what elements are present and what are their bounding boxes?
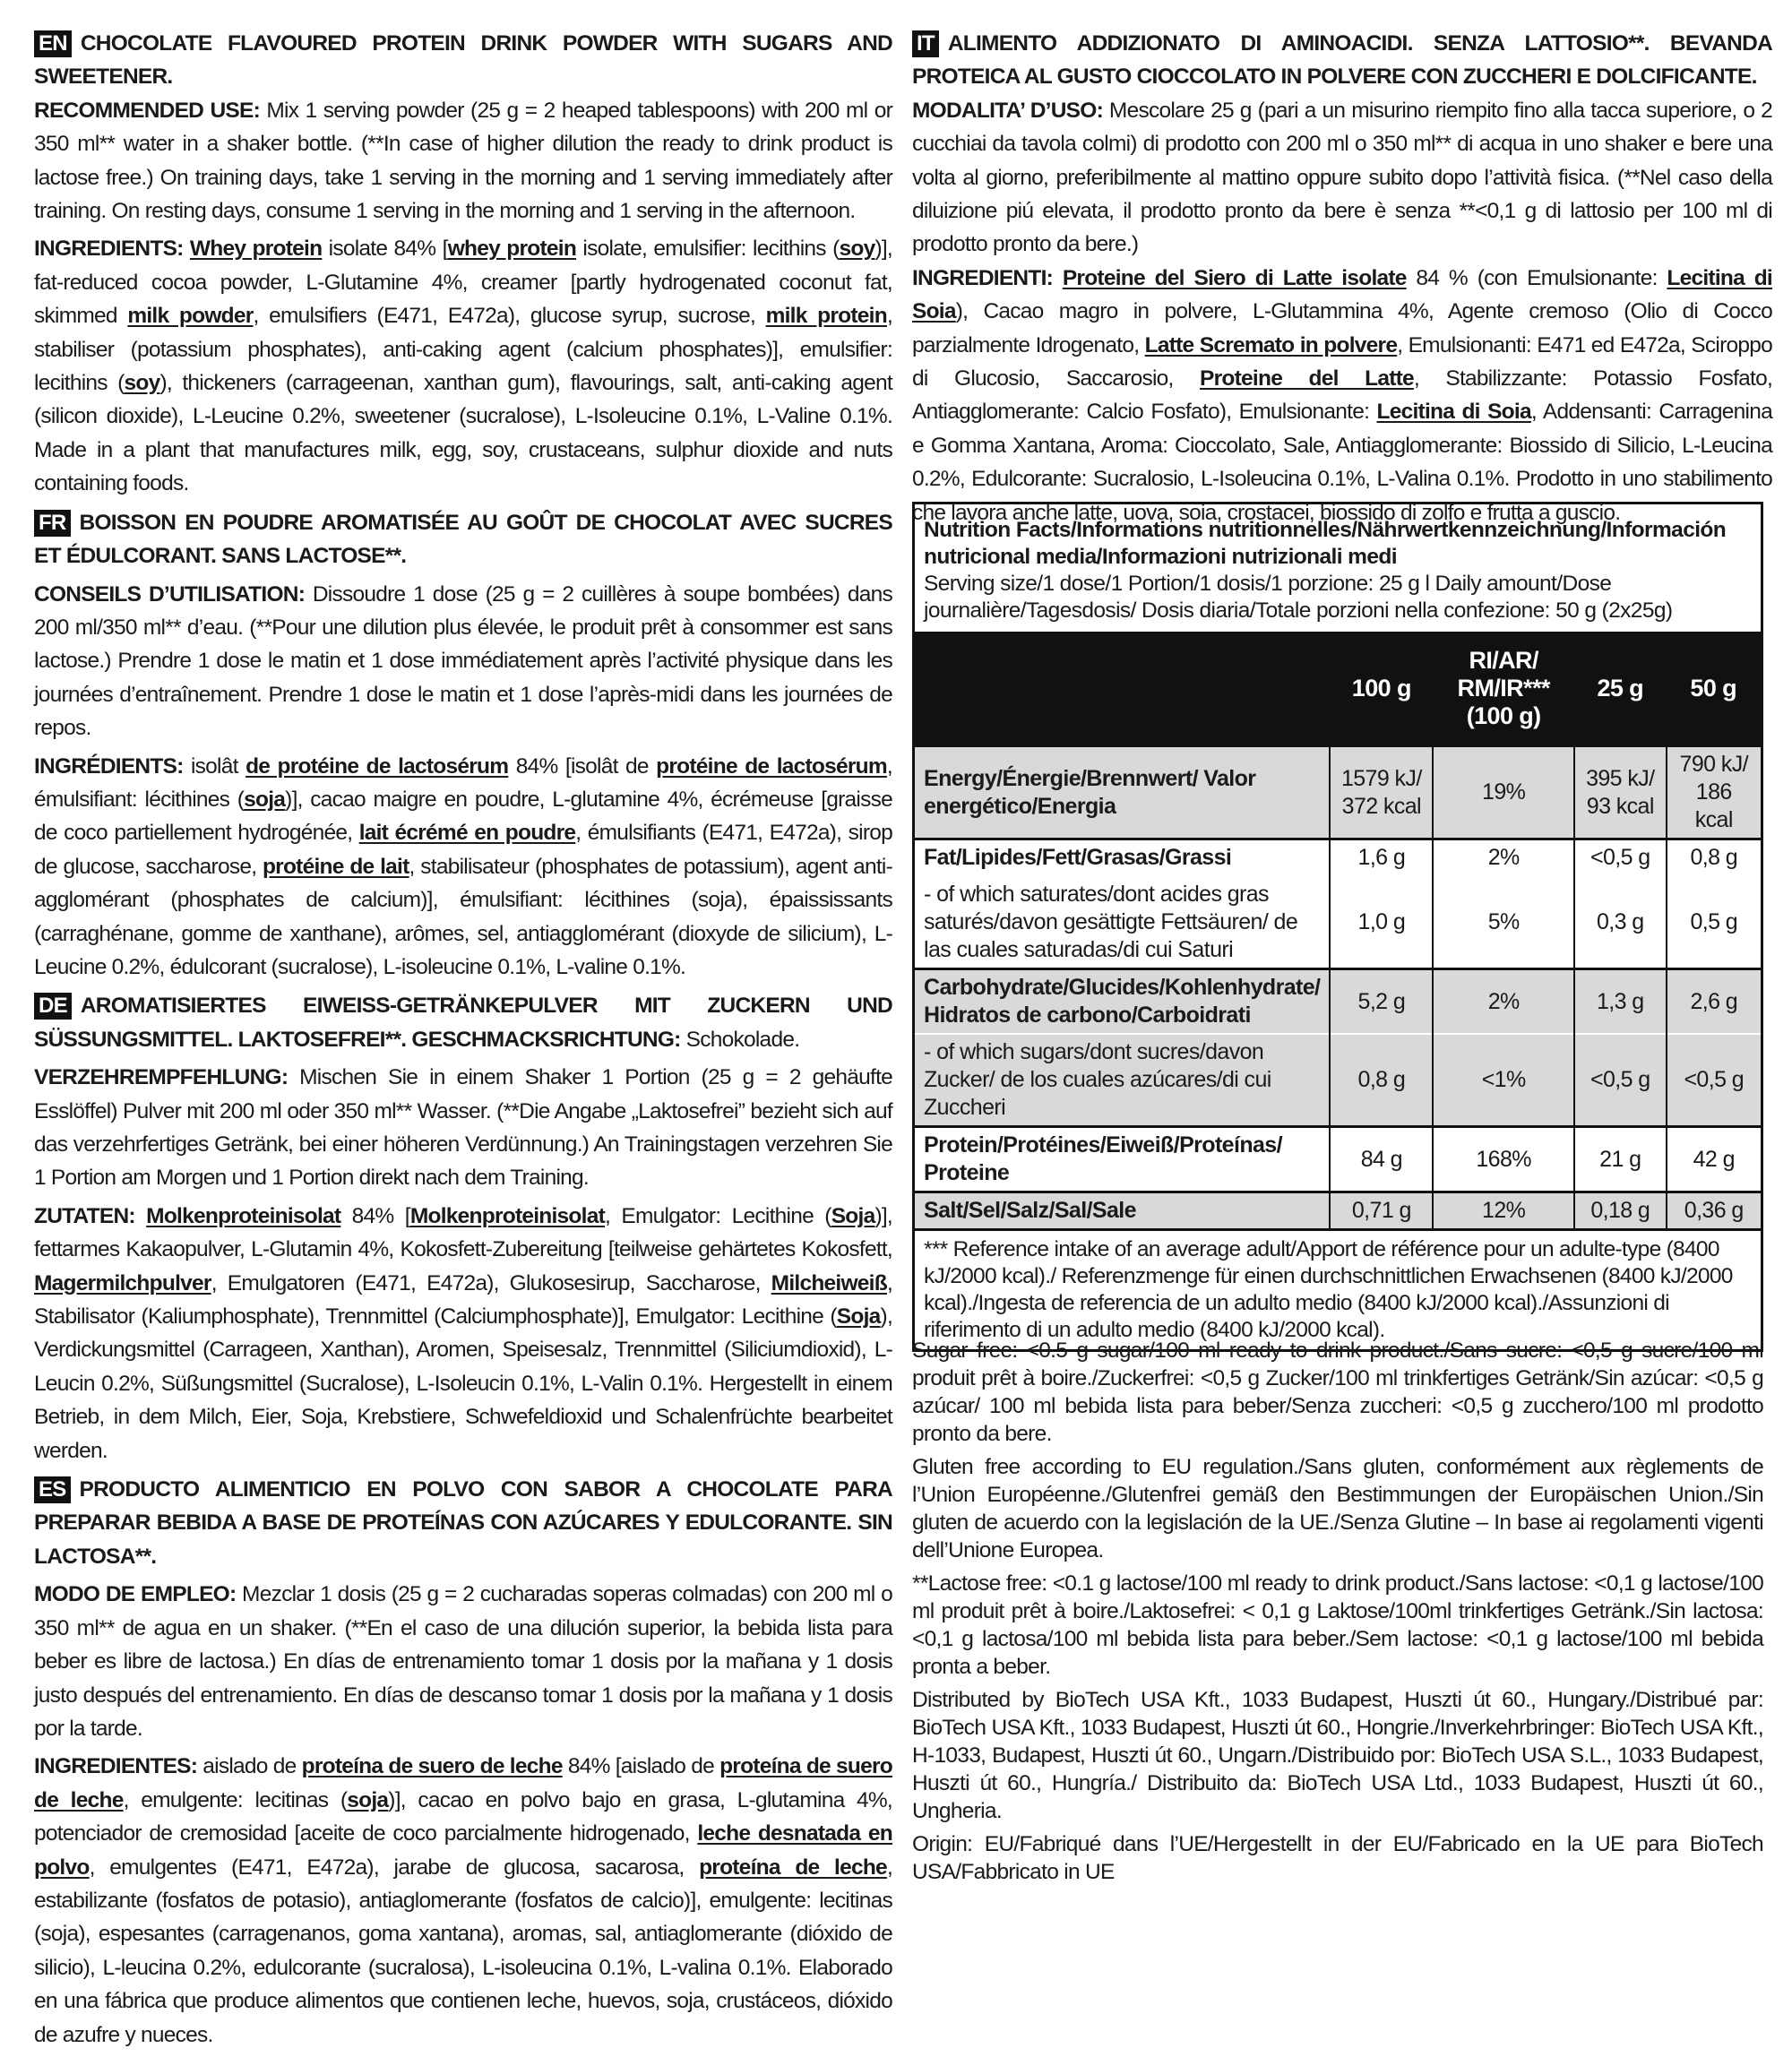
nutrient-value: 2% bbox=[1433, 839, 1574, 877]
allergen-text: whey protein bbox=[447, 237, 577, 262]
section-en bbox=[34, 27, 892, 501]
notes bbox=[912, 1337, 1763, 1891]
ingredients-en bbox=[34, 237, 892, 495]
nutrient-label: Energy/Énergie/Brennwert/ Valor energético/Energia bbox=[915, 746, 1330, 839]
column-header: 100 g bbox=[1330, 632, 1433, 746]
nutrient-value: 0,8 g bbox=[1667, 839, 1762, 877]
nutrient-value: 0,8 g bbox=[1330, 1034, 1433, 1127]
nutrition-header bbox=[915, 504, 1761, 632]
nutrient-value: <0,5 g bbox=[1574, 839, 1666, 877]
nutrient-value: 21 g bbox=[1574, 1127, 1666, 1192]
ingredient-text: ), Cacao magro in polvere, L-Glutammina 4%, Agente cremoso (Olio di Cocco parzialmente Idrogenato, bbox=[912, 299, 1772, 357]
nutrient-value: 42 g bbox=[1667, 1127, 1762, 1192]
nutrient-value: 5,2 g bbox=[1330, 969, 1433, 1035]
allergen-text: leche desnatada en polvo bbox=[34, 1821, 892, 1880]
left-column bbox=[34, 27, 892, 2057]
ingredient-text: , Stabilisator (Kaliumphosphate), Trennmittel (Calciumphosphate)], Emulgator: Lecithine ( bbox=[34, 1270, 892, 1330]
column-header: 25 g bbox=[1574, 632, 1666, 746]
allergen-text: milk powder bbox=[127, 304, 254, 329]
allergen-text: Soja bbox=[836, 1304, 881, 1330]
ingredients-it bbox=[912, 266, 1772, 525]
nutrient-value: 0,5 g bbox=[1667, 876, 1762, 969]
ingredient-text: ), Verdickungsmittel (Carrageen, Xanthan), Aromen, Speisesalz, Trennmittel (Siliciumdioxid), L-Leucin 0.2%, Süßungsmittel (Sucralose), L-Isoleucin 0.1%, L-Valin 0.1%. Hergestellt in einem Betrieb, in dem Milch, Eier, Soja, Krebstiere, Schwefeldioxid und Schalenfrüchte bearbeitet werden. bbox=[34, 1304, 892, 1463]
nutrient-value: 168% bbox=[1433, 1127, 1574, 1192]
use-text-de: Mischen Sie in einem Shaker 1 Portion (25 g = 2 gehäufte Esslöffel) Pulver mit 200 ml oder 350 ml** Wasser. (**Die Angabe „Laktosefrei” bezieht sich auf das verzehrfertiges Getränk, bei einer höheren Verdünnung.) An Trainingstagen verzehren Sie 1 Portion am Morgen und 1 Portion direkt nach dem Training. bbox=[34, 1065, 892, 1191]
ingredients-label-es: INGREDIENTES: bbox=[34, 1754, 198, 1779]
ingredient-text: , estabilizante (fosfatos de potasio), antiaglomerante (fosfatos de calcio)], emulgente: lecitinas ( bbox=[34, 1855, 892, 1947]
ingredient-text: )], cacao maigre en poudre, L-glutamine 4%, écrémeuse [graisse de coco partiellement hydrogénée, bbox=[34, 787, 892, 846]
ingredient-text: ), espesantes (carragenanos, goma xantana), aromas, sal, antiaglomerante (dióxido de silicio), L-leucina 0.2%, edulcorante (sucralosa), L-isoleucina 0.1%, L-valina 0.1%. Elaborado en una fábrica que produce alimentos que contienen leche, huevos, soja, crustáceos, dióxido de azufre y nueces. bbox=[34, 1922, 892, 2047]
nutrition-row bbox=[915, 839, 1761, 877]
title-tail-de: Schokolade. bbox=[680, 1027, 800, 1052]
allergen-text: proteína de leche bbox=[699, 1855, 887, 1880]
ingredient-text: soja bbox=[40, 1922, 79, 1947]
ingredients-label-en: INGREDIENTS: bbox=[34, 237, 184, 262]
nutrient-value: <0,5 g bbox=[1574, 1034, 1666, 1127]
note-origin: Origin: EU/Fabriqué dans l’UE/Hergestellt in der EU/Fabricado en la UE para BioTech USA/Fabbricato in UE bbox=[912, 1832, 1763, 1884]
use-label-es: MODO DE EMPLEO: bbox=[34, 1582, 237, 1607]
allergen-text: Latte Scremato in polvere bbox=[1144, 332, 1398, 357]
nutrient-value: 2% bbox=[1433, 969, 1574, 1035]
nutrient-value: 1,0 g bbox=[1330, 876, 1433, 969]
nutrient-label: - of which saturates/dont acides gras saturés/davon gesättigte Fettsäuren/ de las cuales saturadas/di cui Saturi bbox=[915, 876, 1330, 969]
note-distributor: Distributed by BioTech USA Kft., 1033 Budapest, Huszti út 60., Hungary./Distribué par: BioTech USA Kft., 1033 Budapest, Huszti út 60., Hongrie./Inverkehrbringer: BioTech USA Kft., H-1033, Budapest, Huszti út 60., Ungarn./Distribuido por: BioTech USA S.L., 1033 Budapest, Huszti út 60., Hungría./ Distribuito da: BioTech USA Ltd., 1033 Budapest, Huszti út 60., Ungheria. bbox=[912, 1688, 1763, 1823]
nutrient-value: 1,6 g bbox=[1330, 839, 1433, 877]
ingredients-label-de: ZUTATEN: bbox=[34, 1203, 135, 1228]
header-blank bbox=[915, 632, 1330, 746]
allergen-text: proteína de suero de leche bbox=[301, 1754, 563, 1779]
ingredients-es bbox=[34, 1754, 892, 2046]
note-lactose-free: **Lactose free: <0.1 g lactose/100 ml ready to drink product./Sans lactose: <0,1 g lactose/100 ml produit prêt à boire./Laktosefrei: < 0,1 g Laktose/100ml trinkfertiges Getränk./Sin lactosa: <0,1 g lactosa/100 ml bebida lista para beber./Sem lactose: <0,1 g lactose/100 ml bebida pronta a beber. bbox=[912, 1571, 1763, 1679]
lang-badge-it: IT bbox=[912, 30, 939, 57]
lang-badge-fr: FR bbox=[34, 510, 71, 537]
use-label-it: MODALITA’ D’USO: bbox=[912, 98, 1103, 123]
allergen-text: Proteine del Siero di Latte isolate bbox=[1062, 265, 1407, 290]
nutrient-value: 1579 kJ/ 372 kcal bbox=[1330, 746, 1433, 839]
nutrition-table bbox=[915, 632, 1761, 1228]
nutrient-value: 19% bbox=[1433, 746, 1574, 839]
allergen-text: Magermilchpulver bbox=[34, 1270, 211, 1295]
ingredient-text: 84% [aislado de bbox=[562, 1754, 720, 1779]
use-text-es: Mezclar 1 dosis (25 g = 2 cucharadas soperas colmadas) con 200 ml o 350 ml** de agua en un shaker. (**En el caso de una dilución superior, la bebida lista para beber es libre de lactosa.) En días de entrenamiento tomar 1 dosis por la mañana y 1 dosis justo después del entrenamiento. En días de descanso tomar 1 dosis por la mañana y 1 dosis por la tarde. bbox=[34, 1582, 892, 1741]
ingredient-text: , Addensanti: Carragenina e Gomma Xantana, Aroma: Cioccolato, Sale, Antiagglomerante: Biossido di Silicio, L-Leucina 0.2%, Edulcorante: Sucralosio, L-Isoleucina 0.1%, L-Valina 0.1%. Prodotto in uno stabilimento che lavora anche latte, uova, soia, crostacei, biossido di zolfo e frutta a guscio. bbox=[912, 400, 1772, 525]
ingredient-text: isolate 84% [ bbox=[322, 237, 448, 262]
nutrient-value: <1% bbox=[1433, 1034, 1574, 1127]
nutrient-label: - of which sugars/dont sucres/davon Zucker/ de los cuales azúcares/di cui Zuccheri bbox=[915, 1034, 1330, 1127]
ingredient-text: , Emulgator: Lecithine ( bbox=[605, 1203, 831, 1228]
nutrition-body bbox=[915, 746, 1761, 1229]
use-text-en: Mix 1 serving powder (25 g = 2 heaped tablespoons) with 200 ml or 350 ml** water in a shaker bottle. (**In case of higher dilution the ready to drink product is lactose free.) On training days, take 1 serving in the morning and 1 serving immediately after training. On resting days, consume 1 serving in the morning and 1 serving in the afternoon. bbox=[34, 98, 892, 224]
use-label-fr: CONSEILS D’UTILISATION: bbox=[34, 581, 306, 607]
allergen-text: de protéine de lactosérum bbox=[246, 753, 509, 779]
allergen-text: soja bbox=[347, 1787, 389, 1812]
allergen-text: milk protein bbox=[765, 304, 887, 329]
ingredient-text: )], fat-reduced cocoa powder, L-Glutamine 4%, creamer [partly hydrogenated coconut fat, skimmed bbox=[34, 237, 892, 329]
nutrition-row bbox=[915, 746, 1761, 839]
nutrient-value: 790 kJ/ 186 kcal bbox=[1667, 746, 1762, 839]
nutrition-title: Nutrition Facts/Informations nutritionnelles/Nährwertkennzeichnung/Información nutricional media/Informazioni nutrizionali medi bbox=[924, 518, 1727, 569]
nutrition-header-row bbox=[915, 632, 1761, 746]
allergen-text: proteína de suero de leche bbox=[34, 1754, 892, 1812]
nutrient-value: 0,3 g bbox=[1574, 876, 1666, 969]
ingredient-text: ), thickeners (carrageenan, xanthan gum), flavourings, salt, anti-caking agent (silicon dioxide), L-Leucine 0.2%, sweetener (sucralose), L-Isoleucine 0.1%, L-Valine 0.1%. Made in a plant that manufactures milk, egg, soy, crustaceans, sulphur dioxide and nuts containing foods. bbox=[34, 371, 892, 496]
ingredients-label-it: INGREDIENTI: bbox=[912, 265, 1054, 290]
use-text-it: Mescolare 25 g (pari a un misurino riempito fino alla tacca superiore, o 2 cucchiai da tavola colmi) di prodotto con 200 ml o 350 ml** di acqua in uno shaker e bere una volta al giorno, preferibilmente al mattino oppure subito dopo l’attività fisica. (**Nel caso della diluizione piú elevata, il prodotto pronto da bere è senza **<0,1 g di lattosio per 100 ml di prodotto pronto da bere.) bbox=[912, 98, 1773, 257]
nutrient-value: 84 g bbox=[1330, 1127, 1433, 1192]
lang-badge-de: DE bbox=[34, 993, 72, 1020]
allergen-text: Lecitina di Soia bbox=[1376, 400, 1531, 425]
allergen-text: soja bbox=[244, 787, 286, 812]
ingredient-text: 84% [ bbox=[340, 1203, 410, 1228]
allergen-text: Soja bbox=[831, 1203, 875, 1228]
ingredient-text: isolate, emulsifier: lecithins ( bbox=[576, 237, 840, 262]
ingredient-text: , emulsifiers (E471, E472a), glucose syrup, sucrose, bbox=[253, 304, 766, 329]
ingredient-text: , emulgente: lecitinas ( bbox=[123, 1787, 348, 1812]
allergen-text: Lecitina di Soia bbox=[912, 265, 1772, 324]
note-gluten-free: Gluten free according to EU regulation./Sans gluten, conformément aux règlements de l’Union Européenne./Glutenfrei gemäß den Bestimmungen der Europäischen Union./Sin gluten de acuerdo con la legislación de la UE./Senza Glutine – In base ai regolamenti vigenti dell’Unione Europea. bbox=[912, 1455, 1763, 1562]
use-label-en: RECOMMENDED USE: bbox=[34, 98, 260, 123]
section-fr bbox=[34, 506, 892, 985]
allergen-text: lait écrémé en poudre bbox=[358, 821, 576, 846]
lang-badge-es: ES bbox=[34, 1476, 71, 1503]
right-column bbox=[912, 27, 1772, 535]
ingredient-text: , émulsifiants (E471, E472a), sirop de glucose, saccharose, bbox=[34, 821, 892, 879]
title-es: PRODUCTO ALIMENTICIO EN POLVO CON SABOR A CHOCOLATE PARA PREPARAR BEBIDA A BASE DE PROTEÍNAS CON AZÚCARES Y EDULCORANTE. SIN LACTOSA**. bbox=[34, 1477, 892, 1569]
ingredient-text: , stabiliser (potassium phosphates), anti-caking agent (calcium phosphates)], emulsifier: lecithins ( bbox=[34, 304, 892, 396]
ingredient-text: , Emulsionanti: E471 ed E472a, Sciroppo di Glucosio, Saccarosio, bbox=[912, 332, 1772, 392]
section-it bbox=[912, 27, 1772, 529]
nutrient-value: 0,36 g bbox=[1667, 1192, 1762, 1229]
nutrition-row bbox=[915, 1034, 1761, 1127]
ingredient-text: , émulsifiant: lécithines ( bbox=[34, 753, 892, 812]
lang-badge-en: EN bbox=[34, 30, 72, 57]
allergen-text: Molkenproteinisolat bbox=[409, 1203, 605, 1228]
ingredient-text: , Emulgatoren (E471, E472a), Glukosesirup, Saccharose, bbox=[211, 1270, 771, 1295]
nutrient-label: Protein/Protéines/Eiweiß/Proteínas/ Proteine bbox=[915, 1127, 1330, 1192]
use-label-de: VERZEHREMPFEHLUNG: bbox=[34, 1065, 289, 1090]
allergen-text: Proteine del Latte bbox=[1200, 366, 1414, 392]
note-sugar-free: Sugar free: <0.5 g sugar/100 ml ready to drink product./Sans sucre: <0,5 g sucre/100 ml produit prêt à boire./Zuckerfrei: <0,5 g Zucker/100 ml trinkfertiges Getränk/Sin azúcar: <0,5 g azúcar/ 100 ml bebida lista para beber/Senza zuccheri: <0,5 g zucchero/100 ml prodotto pronto da bere. bbox=[912, 1338, 1763, 1446]
ingredient-text: 84 % (con Emulsionante: bbox=[1406, 265, 1667, 290]
title-de: AROMATISIERTES EIWEISS-GETRÄNKEPULVER MIT ZUCKERN UND SÜSSUNGSMITTEL. LAKTOSEFREI**. GESCHMACKSRICHTUNG: bbox=[34, 994, 892, 1052]
nutrient-value: <0,5 g bbox=[1667, 1034, 1762, 1127]
nutrition-row bbox=[915, 1192, 1761, 1229]
nutrient-label: Salt/Sel/Salz/Sal/Sale bbox=[915, 1192, 1330, 1229]
reference-intake-footnote: *** Reference intake of an average adult/Apport de référence pour un adulte-type (8400 kJ/2000 kcal)./ Referenzmenge für einen durchschnittlichen Erwachsenen (8400 kJ/2000 kcal)./Ingesta de referencia de un adulto medio (8400 kJ/2000 kcal)./Assunzioni di riferimento di un adulto medio (8400 kJ/2000 kcal). bbox=[915, 1228, 1761, 1349]
nutrient-value: 0,18 g bbox=[1574, 1192, 1666, 1229]
allergen-text: Molkenproteinisolat bbox=[146, 1203, 341, 1228]
ingredients-fr bbox=[34, 754, 892, 979]
ingredient-text: soja bbox=[697, 888, 736, 913]
ingredient-text: isolât bbox=[183, 753, 246, 779]
allergen-text: protéine de lactosérum bbox=[656, 753, 887, 779]
serving-size: Serving size/1 dose/1 Portion/1 dosis/1 porzione: 25 g l Daily amount/Dose journalière/Tagesdosis/ Dosis diaria/Totale porzioni nella confezione: 50 g (2x25g) bbox=[924, 572, 1673, 623]
nutrient-value: 395 kJ/ 93 kcal bbox=[1574, 746, 1666, 839]
allergen-text: Whey protein bbox=[189, 237, 323, 262]
ingredient-text: )], fettarmes Kakaopulver, L-Glutamin 4%, Kokosfett-Zubereitung [teilweise gehärtetes Kokosfett, bbox=[34, 1203, 892, 1262]
title-fr: BOISSON EN POUDRE AROMATISÉE AU GOÛT DE CHOCOLAT AVEC SUCRES ET ÉDULCORANT. SANS LACTOSE**. bbox=[34, 510, 892, 569]
title-en: CHOCOLATE FLAVOURED PROTEIN DRINK POWDER WITH SUGARS AND SWEETENER. bbox=[34, 31, 892, 90]
nutrition-row bbox=[915, 876, 1761, 969]
ingredient-text: , stabilisateur (phosphates de potassium), agent anti-agglomérant (phosphates de calcium)], émulsifiant: lécithines ( bbox=[34, 854, 892, 913]
nutrient-label: Carbohydrate/Glucides/Kohlenhydrate/ Hidratos de carbono/Carboidrati bbox=[915, 969, 1330, 1035]
nutrient-value: 2,6 g bbox=[1667, 969, 1762, 1035]
use-text-fr: Dissoudre 1 dose (25 g = 2 cuillères à soupe bombées) dans 200 ml/350 ml** d’eau. (**Pour une dilution plus élevée, le produit prêt à consommer est sans lactose.) Prendre 1 dose le matin et 1 dose immédiatement après l’activité physique dans les journées d’entraînement. Prendre 1 dose le matin et 1 dose l’après-midi dans les journées de repos. bbox=[34, 581, 892, 741]
allergen-text: soy bbox=[839, 237, 875, 262]
nutrient-label: Fat/Lipides/Fett/Grasas/Grassi bbox=[915, 839, 1330, 877]
section-es bbox=[34, 1473, 892, 2052]
title-it: ALIMENTO ADDIZIONATO DI AMINOACIDI. SENZA LATTOSIO**. BEVANDA PROTEICA AL GUSTO CIOCCOLATO IN POLVERE CON ZUCCHERI E DOLCIFICANTE. bbox=[912, 31, 1772, 90]
nutrient-value: 12% bbox=[1433, 1192, 1574, 1229]
ingredients-de bbox=[34, 1204, 892, 1463]
nutrient-value: 0,71 g bbox=[1330, 1192, 1433, 1229]
ingredient-text: )], cacao en polvo bajo en grasa, L-glutamina 4%, potenciador de cremosidad [aceite de coco parcialmente hidrogenado, bbox=[34, 1787, 892, 1846]
ingredient-text: , Stabilizzante: Potassio Fosfato, Antiagglomerante: Calcio Fosfato), Emulsionante: bbox=[912, 366, 1773, 425]
ingredient-text: ), épaississants (carraghénane, gomme de xanthane), arômes, sel, antiagglomérant (dioxyde de silicium), L-Leucine 0.2%, édulcorant (sucralose), L-isoleucine 0.1%, L-valine 0.1%. bbox=[34, 888, 892, 979]
nutrient-value: 1,3 g bbox=[1574, 969, 1666, 1035]
ingredient-text: aislado de bbox=[197, 1754, 302, 1779]
nutrition-facts-panel bbox=[912, 502, 1763, 1352]
ingredients-label-fr: INGRÉDIENTS: bbox=[34, 753, 184, 779]
allergen-text: Milcheiweiß bbox=[771, 1270, 887, 1295]
ingredient-text: 84% [isolât de bbox=[508, 753, 657, 779]
nutrient-value: 5% bbox=[1433, 876, 1574, 969]
allergen-text: protéine de lait bbox=[262, 854, 409, 879]
section-de bbox=[34, 989, 892, 1467]
column-header: 50 g bbox=[1667, 632, 1762, 746]
nutrition-row bbox=[915, 1127, 1761, 1192]
nutrition-row bbox=[915, 969, 1761, 1035]
allergen-text: soy bbox=[124, 371, 160, 396]
ingredient-text: , emulgentes (E471, E472a), jarabe de glucosa, sacarosa, bbox=[89, 1855, 700, 1880]
column-header: RI/AR/ RM/IR*** (100 g) bbox=[1433, 632, 1574, 746]
